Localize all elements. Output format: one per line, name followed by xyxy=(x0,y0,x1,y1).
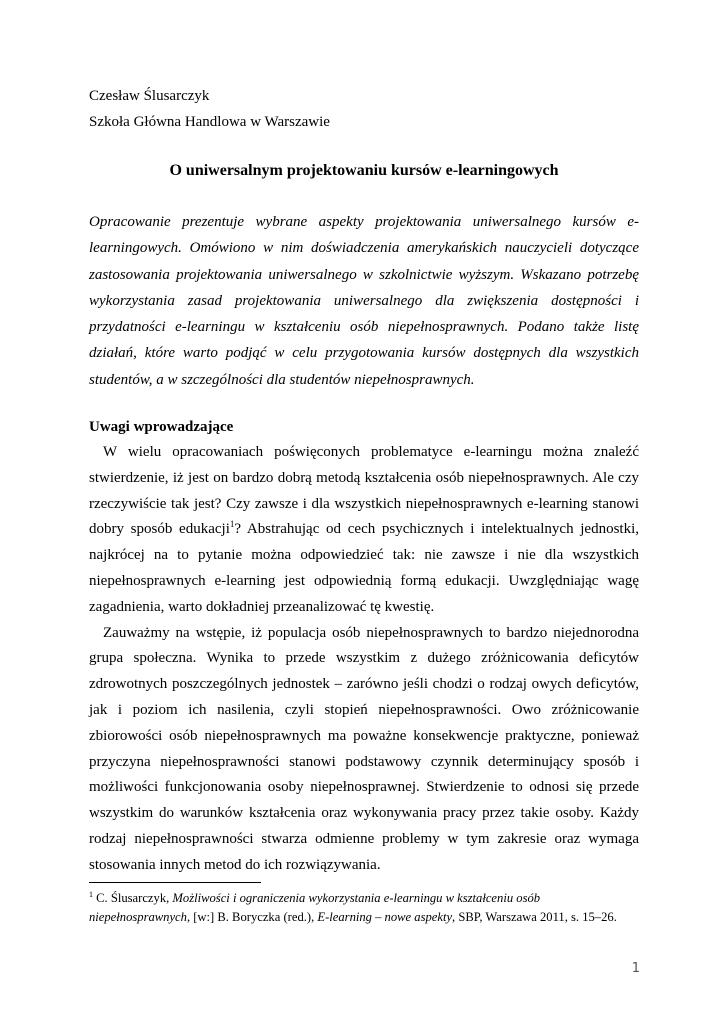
section-heading: Uwagi wprowadzające xyxy=(89,419,234,435)
footnote-divider xyxy=(89,882,261,883)
paragraph-1 xyxy=(89,440,639,621)
footnote-marker: 1 xyxy=(89,889,93,899)
paragraph-1-text-a: W wielu opracowaniach poświęconych problematyce e-learningu można znaleźć stwierdzenie, iż jest on bardzo dobrą metodą kształcenia osób niepełnosprawnych. Ale czy rzeczywiście tak jest? Czy zawsze i dla wszystkich niepełnosprawnych e-learning stanowi dobry sposób edukacji xyxy=(89,444,639,538)
footnote-reference[interactable]: 1 xyxy=(229,519,235,530)
page-number: 1 xyxy=(631,961,640,976)
footnote-work-title: Możliwości i ograniczenia wykorzystania e-learningu w kształceniu osób niepełnosprawnych xyxy=(89,891,541,924)
footnote xyxy=(89,889,639,927)
abstract: Opracowanie prezentuje wybrane aspekty projektowania uniwersalnego kursów e-learningowych. Omówiono w nim doświadczenia amerykańskich nauczycieli dotyczące zastosowania projektowania uniwersalnego w szkolnictwie wyższym. Wskazano potrzebę wykorzystania zasad projektowania uniwersalnego dla zwiększenia dostępności i przydatności e-learningu w kształceniu osób niepełnosprawnych. Podano także listę działań, które warto podjąć w celu przygotowania kursów dostępnych dla wszystkich studentów, a w szczególności dla studentów niepełnosprawnych. xyxy=(89,214,639,388)
section-body xyxy=(89,440,639,879)
paragraph-2: Zauważmy na wstępie, iż populacja osób niepełnosprawnych to bardzo niejednorodna grupa społeczna. Wynika to przede wszystkim z dużego zróżnicowania deficytów zdrowotnych poszczególnych jednostek – zarówno jeśli chodzi o rodzaj owych deficytów, jak i poziom ich nasilenia, czyli stopień niepełnosprawności. Owo zróżnicowanie zbiorowości osób niepełnosprawnych ma poważne konsekwencje praktyczne, ponieważ przyczyna niepełnosprawności stanowi podstawowy czynnik determinujący sposób i możliwości funkcjonowania osoby niepełnosprawnej. Stwierdzenie to odnosi się przede wszystkim do warunków kształcenia oraz wykonywania pracy przez takie osoby. Każdy rodzaj niepełnosprawności stwarza odmienne problemy w tym zakresie oraz wymaga stosowania innych metod do ich rozwiązywania. xyxy=(89,624,639,873)
paper-title: O uniwersalnym projektowaniu kursów e-learningowych xyxy=(169,162,559,179)
author-name: Czesław Ślusarczyk xyxy=(89,88,210,104)
footnote-middle: , [w:] B. Boryczka (red.), xyxy=(186,910,318,924)
footnote-book-title: E-learning – nowe aspekty xyxy=(317,910,453,924)
author-affiliation: Szkoła Główna Handlowa w Warszawie xyxy=(89,114,330,130)
footnote-end: , SBP, Warszawa 2011, s. 15–26. xyxy=(452,910,617,924)
footnote-author: C. Ślusarczyk, xyxy=(96,891,173,905)
paragraph-1-text-b: ? Abstrahując od cech psychicznych i intelektualnych jednostki, najkrócej na to pytanie można odpowiedzieć tak: nie zawsze i nie dla wszystkich niepełnosprawnych e-learning jest odpowiednią formą edukacji. Uwzględniając wagę zagadnienia, warto dokładniej przeanalizować tę kwestię. xyxy=(89,521,640,615)
